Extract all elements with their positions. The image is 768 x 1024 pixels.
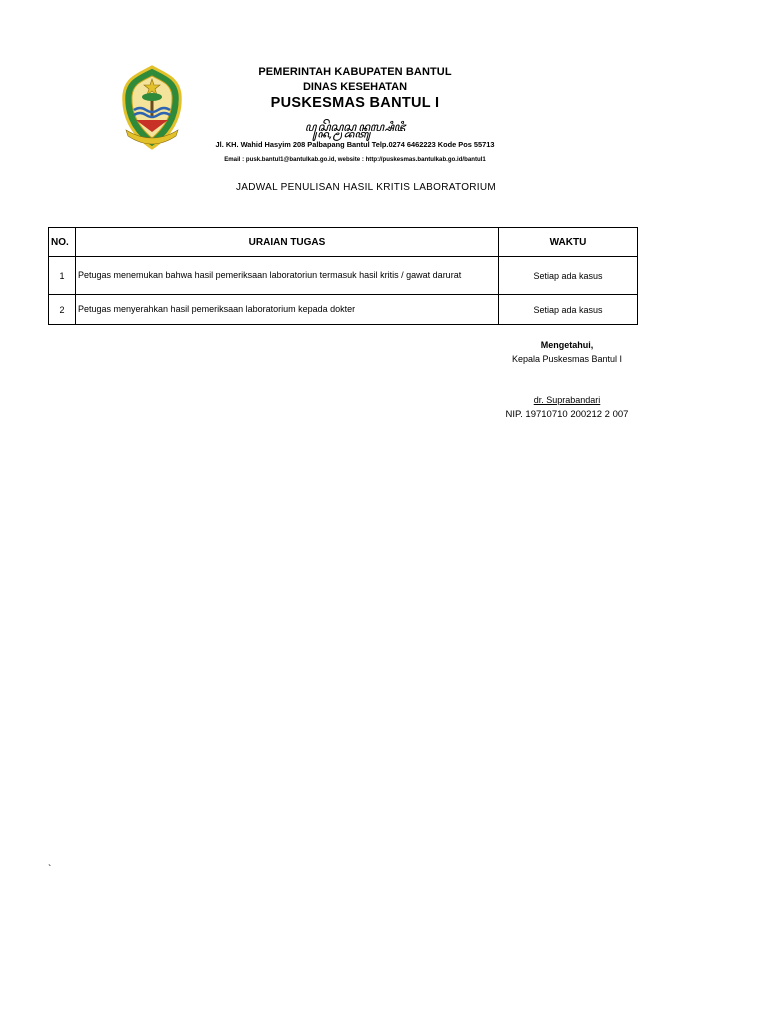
task-table (48, 227, 638, 325)
header-department-line: DINAS KESEHATAN (302, 81, 408, 93)
signature-position: Kepala Puskesmas Bantul I (511, 354, 623, 364)
header-no: NO. (49, 228, 76, 257)
header-address: Jl. KH. Wahid Hasyim 208 Palbapang Bantul Telp.0274 6462223 Kode Pos 55713 (215, 140, 495, 149)
signature-nip: NIP. 19710710 200212 2 007 (505, 409, 629, 420)
signature-acknowledged: Mengetahui, (540, 340, 594, 350)
cell-uraian: Petugas menemukan bahwa hasil pemeriksaan laboratoriun termasuk hasil kritis / gawat darurat (76, 257, 499, 295)
footer-mark: ` (48, 864, 52, 875)
cell-waktu: Setiap ada kasus (499, 295, 638, 325)
cell-waktu: Setiap ada kasus (499, 257, 638, 295)
document-title: JADWAL PENULISAN HASIL KRITIS LABORATORIUM (235, 182, 497, 193)
table-row (49, 295, 638, 325)
header-contact: Email : pusk.bantul1@bantulkab.go.id, website : http://puskesmas.bantulkab.go.id/bantul1 (224, 156, 486, 163)
cell-uraian: Petugas menyerahkan hasil pemeriksaan laboratorium kepada dokter (76, 295, 499, 325)
header-waktu: WAKTU (499, 228, 638, 257)
table-row (49, 257, 638, 295)
header-government-line: PEMERINTAH KABUPATEN BANTUL (258, 66, 452, 78)
cell-no: 2 (49, 295, 76, 325)
header-javanese-script: ꦥꦸꦱ꧀ꦏꦼꦱ꧀ꦩꦱ꧀ꦧꦤ꧀ꦠꦸꦭ꧀ꦱꦶꦗꦶ (304, 120, 406, 134)
signature-name: dr. Suprabandari (533, 395, 601, 405)
header-puskesmas-name: PUSKESMAS BANTUL I (270, 95, 440, 111)
cell-no: 1 (49, 257, 76, 295)
table-header-row (49, 228, 638, 257)
header-uraian: URAIAN TUGAS (76, 228, 499, 257)
